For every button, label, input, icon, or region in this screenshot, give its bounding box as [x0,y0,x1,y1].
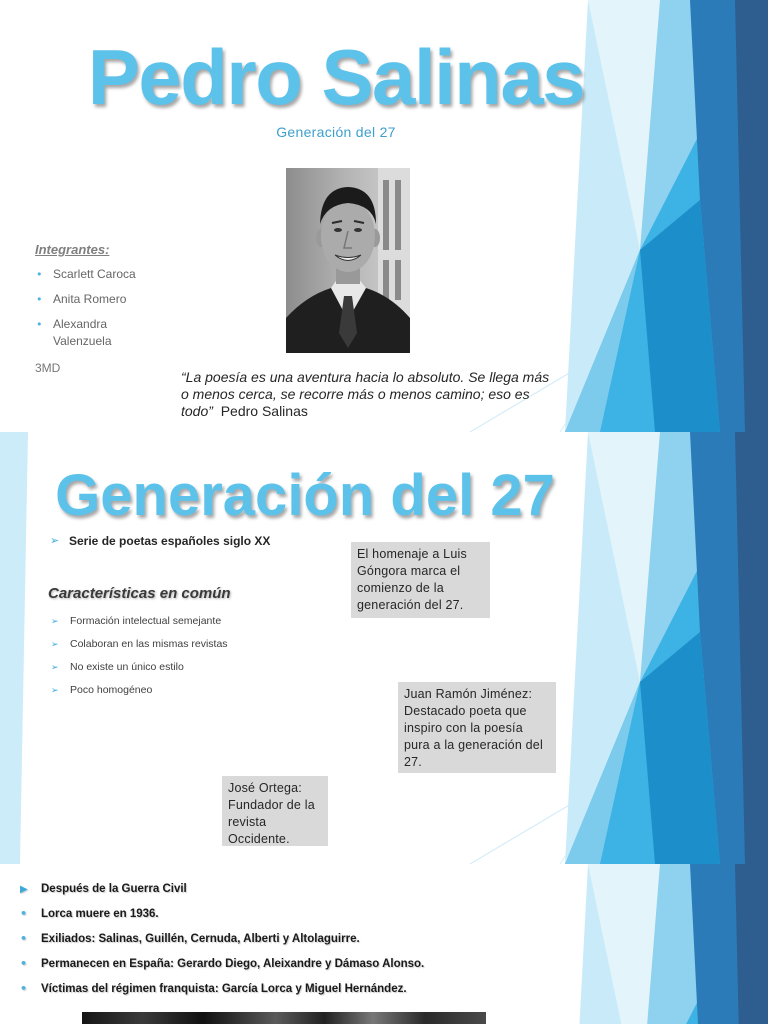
feature-text: Formación intelectual semejante [70,615,222,627]
feature-text: Poco homogéneo [70,684,153,696]
bullet-dot-icon [36,291,43,308]
list-item [0,982,424,996]
class-label: 3MD [35,361,61,375]
portrait-photo [286,168,410,353]
quote [181,369,554,420]
note-box-ortega: José Ortega: Fundador de la revista Occidente. [222,776,328,846]
postwar-list [0,882,424,1007]
bullet-dot-icon [20,907,27,921]
note-box-gongora: El homenaje a Luis Góngora marca el comienzo de la generación del 27. [351,542,490,618]
list-item [35,291,153,308]
slide-title: Pedro Salinas [87,33,585,121]
bullet-dot-icon [20,982,27,996]
arrow-bullet-icon [51,683,59,698]
list-item [35,266,153,283]
bullet-dot-icon [36,316,43,333]
list-item [0,907,424,921]
triangle-bullet-icon [20,882,28,897]
member-name: Alexandra Valenzuela [53,317,112,348]
list-item [0,637,228,651]
feature-text: Colaboran en las mismas revistas [70,638,228,650]
bullet-dot-icon [36,266,43,283]
slide-title: Generación del 27 [55,463,555,528]
slide-2 [0,432,768,864]
members-list [35,266,153,358]
section-heading: Después de la Guerra Civil [41,883,187,895]
list-item [0,957,424,971]
bullet-text: Exiliados: Salinas, Guillén, Cernuda, Alberti y Altolaguirre. [41,933,360,945]
arrow-bullet-icon [50,534,59,548]
feature-text: No existe un único estilo [70,661,184,673]
members-heading: Integrantes: [35,242,110,257]
group-photo [82,1012,486,1024]
member-name: Anita Romero [53,292,127,306]
list-item [0,882,424,896]
note-box-jimenez: Juan Ramón Jiménez: Destacado poeta que inspiro con la poesía pura a la generación del 27. [398,682,556,773]
arrow-bullet-icon [51,660,59,675]
intro-bullet: Serie de poetas españoles siglo XX [69,534,271,548]
features-heading: Características en común [48,585,231,602]
list-item [0,614,228,628]
bullet-dot-icon [20,932,27,946]
quote-text: “La poesía es una aventura hacia lo absoluto. Se llega más o menos cerca, se recorre más o menos camino; eso es todo” [181,369,550,419]
list-item [35,316,153,350]
arrow-bullet-icon [51,637,59,652]
bullet-text: Permanecen en España: Gerardo Diego, Aleixandre y Dámaso Alonso. [41,958,425,970]
slide-subtitle: Generación del 27 [276,124,396,140]
member-name: Scarlett Caroca [53,267,136,281]
bullet-text: Víctimas del régimen franquista: García Lorca y Miguel Hernández. [41,983,407,995]
features-list [0,614,228,706]
bullet-dot-icon [20,957,27,971]
list-item [0,932,424,946]
slide-1 [0,0,768,432]
slide-3 [0,864,768,1024]
list-item [0,660,228,674]
list-item [0,683,228,697]
quote-author: Pedro Salinas [220,403,308,419]
arrow-bullet-icon [51,614,59,629]
bullet-text: Lorca muere en 1936. [41,908,159,920]
